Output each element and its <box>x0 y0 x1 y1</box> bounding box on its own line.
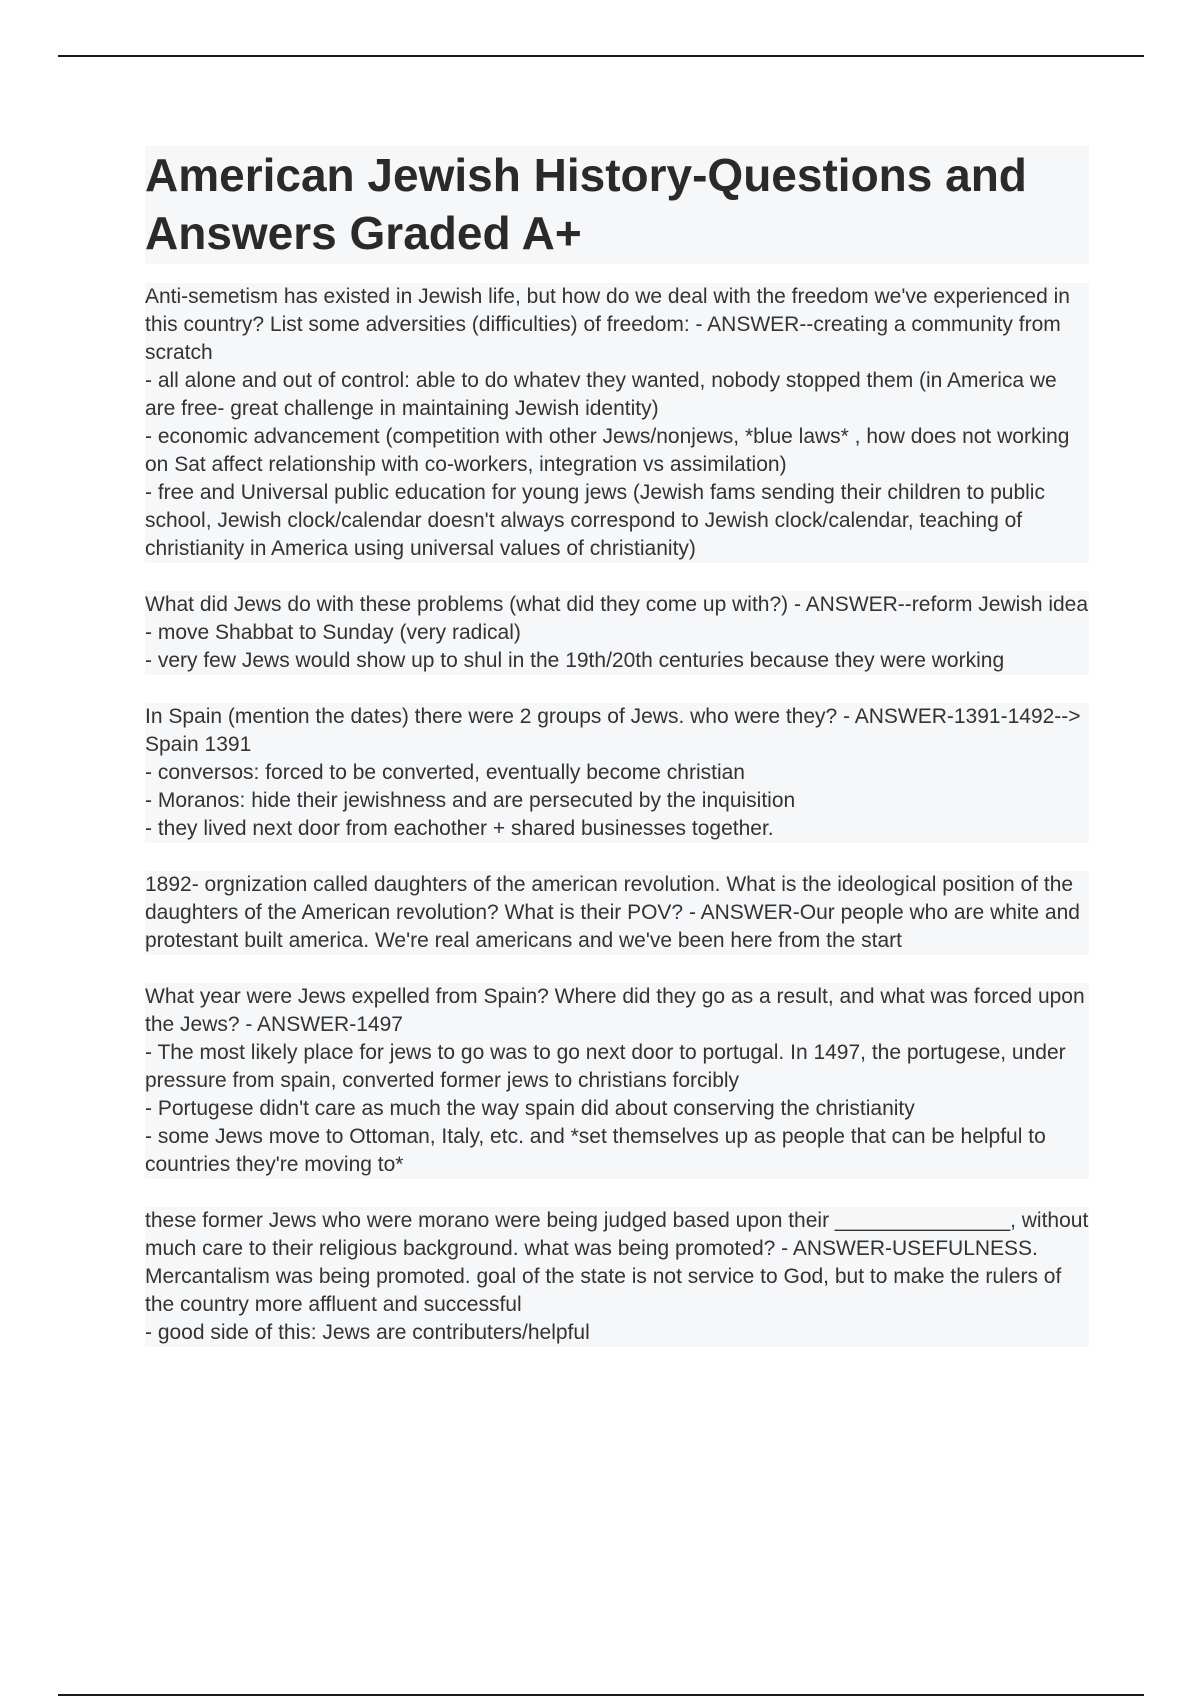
qa-line: What year were Jews expelled from Spain? Where did they go as a result, and what was forced upon the Jews? - ANSWER-1497 <box>145 985 1091 1036</box>
qa-line: - very few Jews would show up to shul in the 19th/20th centuries because they were working <box>145 649 1005 672</box>
qa-line: - some Jews move to Ottoman, Italy, etc. and *set themselves up as people that can be helpful to countries they're moving to* <box>145 1125 1052 1176</box>
qa-line: What did Jews do with these problems (what did they come up with?) - ANSWER--reform Jewish idea - move Shabbat to Sunday (very radical) <box>145 593 1094 644</box>
qa-line: - all alone and out of control: able to do whatev they wanted, nobody stopped them (in America we are free- great challenge in maintaining Jewish identity) <box>145 369 1063 420</box>
qa-line: - they lived next door from eachother + shared businesses together. <box>145 817 774 840</box>
document-body <box>145 283 1095 1375</box>
qa-line: 1892- orgnization called daughters of the american revolution. What is the ideological position of the daughters of the American revolution? What is their POV? - ANSWER-Our people who are white and protestant built america. We're real americans and we've been here from the start <box>145 873 1086 952</box>
qa-entry <box>145 871 1089 955</box>
bottom-rule <box>58 1694 1144 1696</box>
qa-entry <box>145 983 1089 1179</box>
qa-line: - free and Universal public education for young jews (Jewish fams sending their children to public school, Jewish clock/calendar doesn't always correspond to Jewish clock/calendar, teaching of christianity in America using universal values of christianity) <box>145 481 1051 560</box>
qa-line: - Moranos: hide their jewishness and are persecuted by the inquisition <box>145 789 796 812</box>
qa-line: - conversos: forced to be converted, eventually become christian <box>145 761 745 784</box>
qa-line: - Portugese didn't care as much the way spain did about conserving the christianity <box>145 1097 915 1120</box>
qa-line: - good side of this: Jews are contributers/helpful <box>145 1321 590 1344</box>
qa-entry <box>145 1207 1095 1347</box>
qa-line: - The most likely place for jews to go was to go next door to portugal. In 1497, the portugese, under pressure from spain, converted former jews to christians forcibly <box>145 1041 1072 1092</box>
qa-line: Mercantalism was being promoted. goal of the state is not service to God, but to make the rulers of the country more affluent and successful <box>145 1265 1068 1316</box>
qa-entry <box>145 703 1089 843</box>
qa-entry <box>145 591 1094 675</box>
qa-line: In Spain (mention the dates) there were 2 groups of Jews. who were they? - ANSWER-1391-1492--> Spain 1391 <box>145 705 1087 756</box>
qa-entry <box>145 283 1089 563</box>
qa-line: Anti-semetism has existed in Jewish life, but how do we deal with the freedom we've experienced in this country? List some adversities (difficulties) of freedom: - ANSWER--creating a community from scratch <box>145 285 1076 364</box>
top-rule <box>58 55 1144 57</box>
document-title: American Jewish History-Questions and Answers Graded A+ <box>145 149 1027 259</box>
title-block <box>145 146 1089 264</box>
qa-line: these former Jews who were morano were being judged based upon their _______________, without much care to their religious background. what was being promoted? - ANSWER-USEFULNESS. <box>145 1209 1095 1260</box>
qa-line: - economic advancement (competition with other Jews/nonjews, *blue laws* , how does not working on Sat affect relationship with co-workers, integration vs assimilation) <box>145 425 1076 476</box>
